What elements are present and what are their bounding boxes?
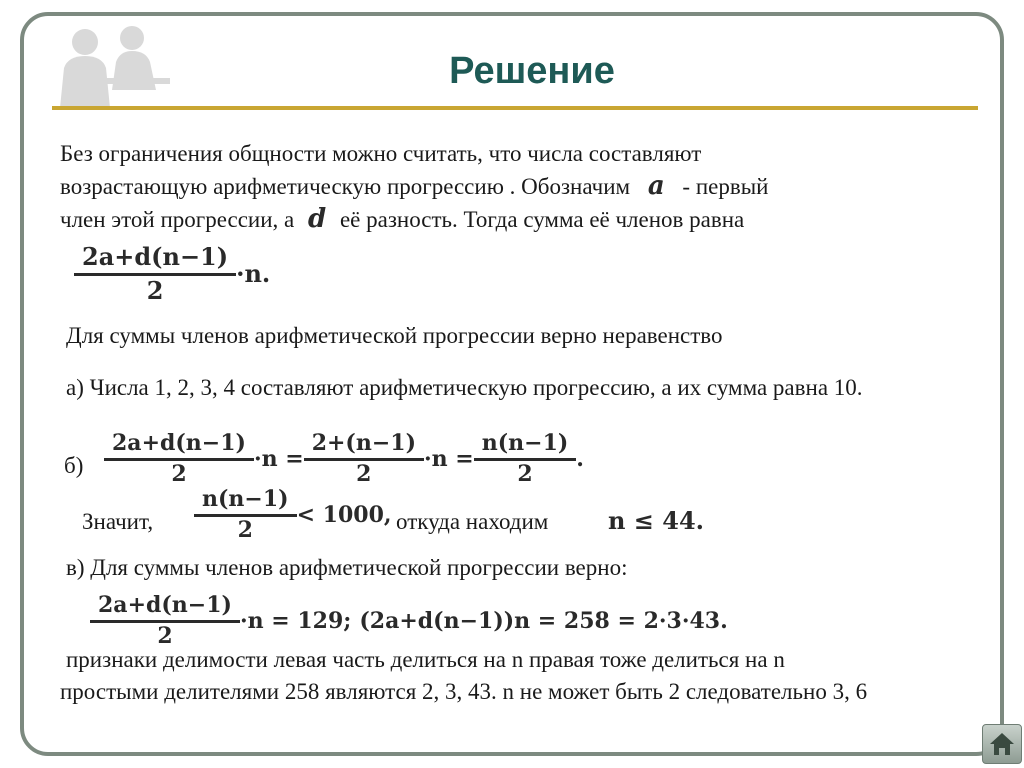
sum-formula: $\frac{2a+d(n-1)}{2}$ ·n. [78, 242, 274, 305]
part-b-fraction-2: $\frac{2+(n-1)}{2}$ [308, 430, 420, 487]
intro-line-1: Без ограничения общности можно считать, что числа составляют [60, 141, 702, 166]
intro-line-2: возрастающую арифметическую прогрессию . Обозначим a - первый [60, 171, 769, 201]
part-a: а) Числа 1, 2, 3, 4 составляют арифметическую прогрессию, а их сумма равна 10. [66, 375, 863, 400]
part-b-fraction-3: $\frac{n(n-1)}{2}$ [478, 430, 573, 487]
intro-paragraph [60, 138, 960, 236]
part-b-fraction-1: $\frac{2a+d(n-1)}{2}$ [108, 430, 250, 487]
inequality-intro: Для суммы членов арифметической прогрессии верно неравенство [66, 323, 723, 348]
page-title: Решение [449, 50, 615, 92]
part-v-formula: $\frac{2a+d(n-1)}{2}$ ·n = 129; (2a+d(n−1))n = 258 = 2·3·43. [94, 592, 732, 649]
final-line-2: простыми делителями 258 являются 2, 3, 43. n не может быть 2 следовательно 3, 6 [60, 679, 868, 704]
variable-d: d [308, 204, 327, 234]
final-line-1: признаки делимости левая часть делиться на n правая тоже делиться на n [66, 647, 785, 672]
conclusion-result: n ≤ 44. [608, 506, 705, 535]
part-v: в) Для суммы членов арифметической прогрессии верно: [66, 555, 628, 580]
part-b-formula: $\frac{2a+d(n-1)}{2}$ ·n = $\frac{2+(n-1)}{2}$ ·n = $\frac{n(n-1)}{2}$ . [108, 430, 588, 487]
sum-fraction: $\frac{2a+d(n-1)}{2}$ [78, 242, 232, 305]
conclusion-formula: $\frac{n(n-1)}{2}$ < 1000, [198, 486, 396, 543]
variable-a: a [647, 171, 665, 201]
part-v-fraction: $\frac{2a+d(n-1)}{2}$ [94, 592, 236, 649]
home-icon [988, 731, 1016, 757]
conclusion-fraction: $\frac{n(n-1)}{2}$ [198, 486, 293, 543]
home-button[interactable] [982, 724, 1022, 764]
conclusion-middle: откуда находим [396, 509, 549, 534]
part-b-label: б) [64, 453, 84, 478]
conclusion-prefix: Значит, [82, 509, 154, 534]
intro-line-3: член этой прогрессии, а d её разность. Тогда сумма её членов равна [60, 204, 745, 234]
title-divider [52, 106, 978, 110]
